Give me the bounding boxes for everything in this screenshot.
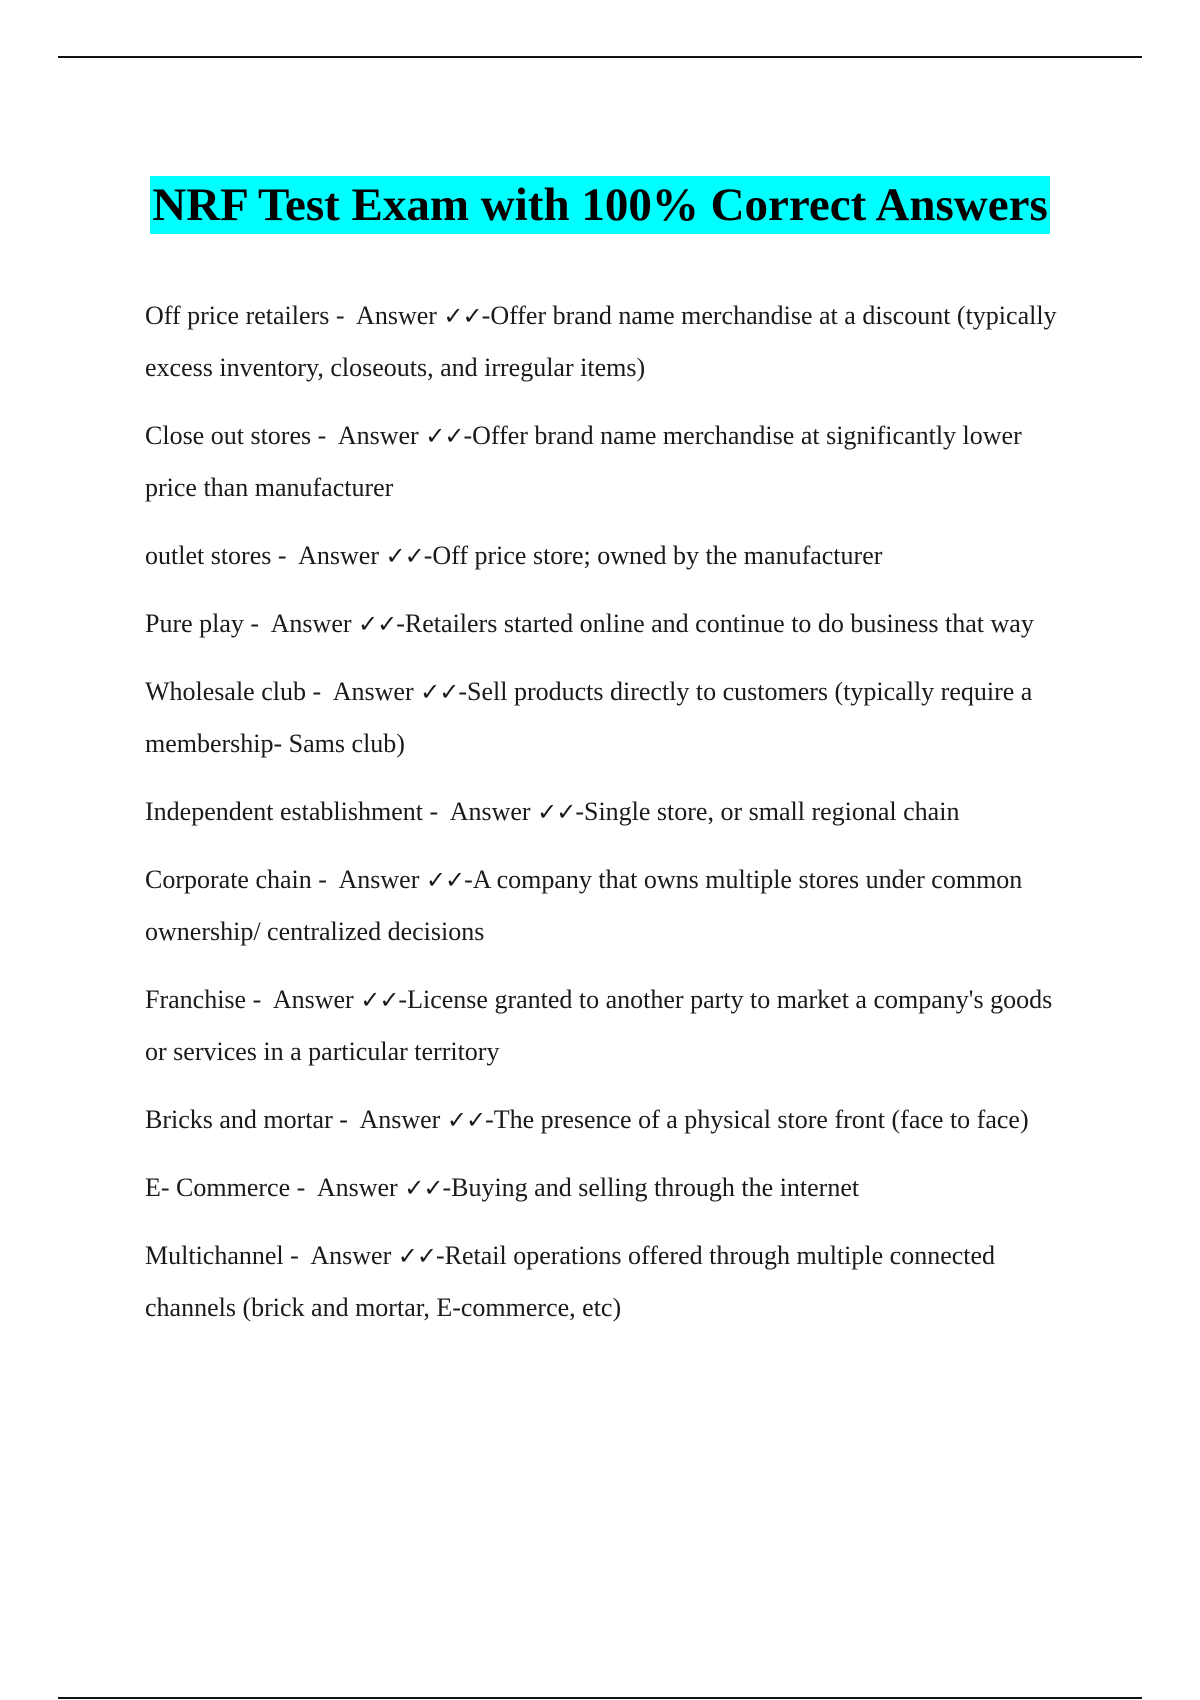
qa-item: [145, 290, 1080, 394]
answer-label: Answer: [332, 677, 414, 706]
answer-label: Answer: [298, 541, 379, 570]
qa-item: [145, 1094, 1080, 1146]
definition: Single store, or small regional chain: [583, 797, 960, 826]
term: E- Commerce: [145, 1173, 291, 1202]
definition: Offer brand name merchandise at significantly lower price than manufacturer: [145, 421, 1022, 502]
separator: -: [283, 1241, 311, 1270]
definition: Retailers started online and continue to do business that way: [404, 609, 1034, 638]
qa-item: [145, 974, 1080, 1078]
term: Franchise: [145, 985, 247, 1014]
definition: Offer brand name merchandise at a discount (typically excess inventory, closeouts, and irregular items): [145, 301, 1057, 382]
qa-item: [145, 598, 1080, 650]
dash: -: [435, 1241, 445, 1270]
answer-label: Answer: [359, 1105, 441, 1134]
double-check-icon: ✓✓: [425, 422, 464, 450]
qa-item: [145, 854, 1080, 958]
separator: -: [243, 609, 271, 638]
dash: -: [463, 421, 473, 450]
separator: -: [271, 541, 299, 570]
footer-rule: [58, 1697, 1142, 1699]
separator: -: [306, 677, 333, 706]
term: Pure play: [145, 609, 244, 638]
qa-item: [145, 786, 1080, 838]
term: Bricks and mortar: [145, 1105, 333, 1134]
dash: -: [481, 301, 491, 330]
separator: -: [329, 301, 357, 330]
definition: The presence of a physical store front (face to face): [493, 1105, 1029, 1134]
term: Corporate chain: [145, 865, 312, 894]
answer-label: Answer: [356, 301, 437, 330]
qa-item: [145, 1230, 1080, 1334]
term: Independent establishment: [145, 797, 423, 826]
double-check-icon: ✓✓: [404, 1174, 443, 1202]
answer-label: Answer: [449, 797, 531, 826]
header-rule: [58, 56, 1142, 58]
separator: -: [311, 421, 338, 450]
double-check-icon: ✓✓: [360, 986, 399, 1014]
term: Off price retailers: [145, 301, 330, 330]
double-check-icon: ✓✓: [443, 302, 482, 330]
definition: Off price store; owned by the manufacturer: [432, 541, 883, 570]
double-check-icon: ✓✓: [537, 798, 576, 826]
definition: License granted to another party to market a company's goods or services in a particular territory: [145, 985, 1053, 1066]
definition: Buying and selling through the internet: [451, 1173, 860, 1202]
double-check-icon: ✓✓: [385, 542, 424, 570]
definition: Sell products directly to customers (typically require a membership- Sams club): [145, 677, 1033, 758]
dash: -: [398, 985, 408, 1014]
separator: -: [311, 865, 339, 894]
answer-label: Answer: [316, 1173, 398, 1202]
dash: -: [423, 541, 433, 570]
dash: -: [575, 797, 584, 826]
definition: A company that owns multiple stores under common ownership/ centralized decisions: [145, 865, 1023, 946]
double-check-icon: ✓✓: [397, 1242, 436, 1270]
term: Multichannel: [145, 1241, 284, 1270]
dash: -: [485, 1105, 494, 1134]
document-title: NRF Test Exam with 100% Correct Answers: [150, 176, 1050, 234]
answer-label: Answer: [338, 865, 420, 894]
qa-item: [145, 666, 1080, 770]
double-check-icon: ✓✓: [358, 610, 397, 638]
dash: -: [396, 609, 405, 638]
double-check-icon: ✓✓: [425, 866, 465, 894]
separator: -: [290, 1173, 317, 1202]
dash: -: [442, 1173, 452, 1202]
qa-item: [145, 410, 1080, 514]
answer-label: Answer: [310, 1241, 392, 1270]
double-check-icon: ✓✓: [420, 678, 459, 706]
double-check-icon: ✓✓: [446, 1106, 486, 1134]
term: Wholesale club: [145, 677, 306, 706]
term: outlet stores: [145, 541, 272, 570]
qa-list: [145, 290, 1080, 1350]
qa-item: [145, 530, 1080, 582]
separator: -: [332, 1105, 360, 1134]
title-container: [0, 145, 1200, 266]
definition: Retail operations offered through multiple connected channels (brick and mortar, E-commerce, etc): [145, 1241, 996, 1322]
answer-label: Answer: [272, 985, 354, 1014]
dash: -: [464, 865, 473, 894]
separator: -: [422, 797, 450, 826]
dash: -: [458, 677, 467, 706]
answer-label: Answer: [270, 609, 352, 638]
qa-item: [145, 1162, 1080, 1214]
answer-label: Answer: [337, 421, 419, 450]
separator: -: [246, 985, 273, 1014]
term: Close out stores: [145, 421, 312, 450]
